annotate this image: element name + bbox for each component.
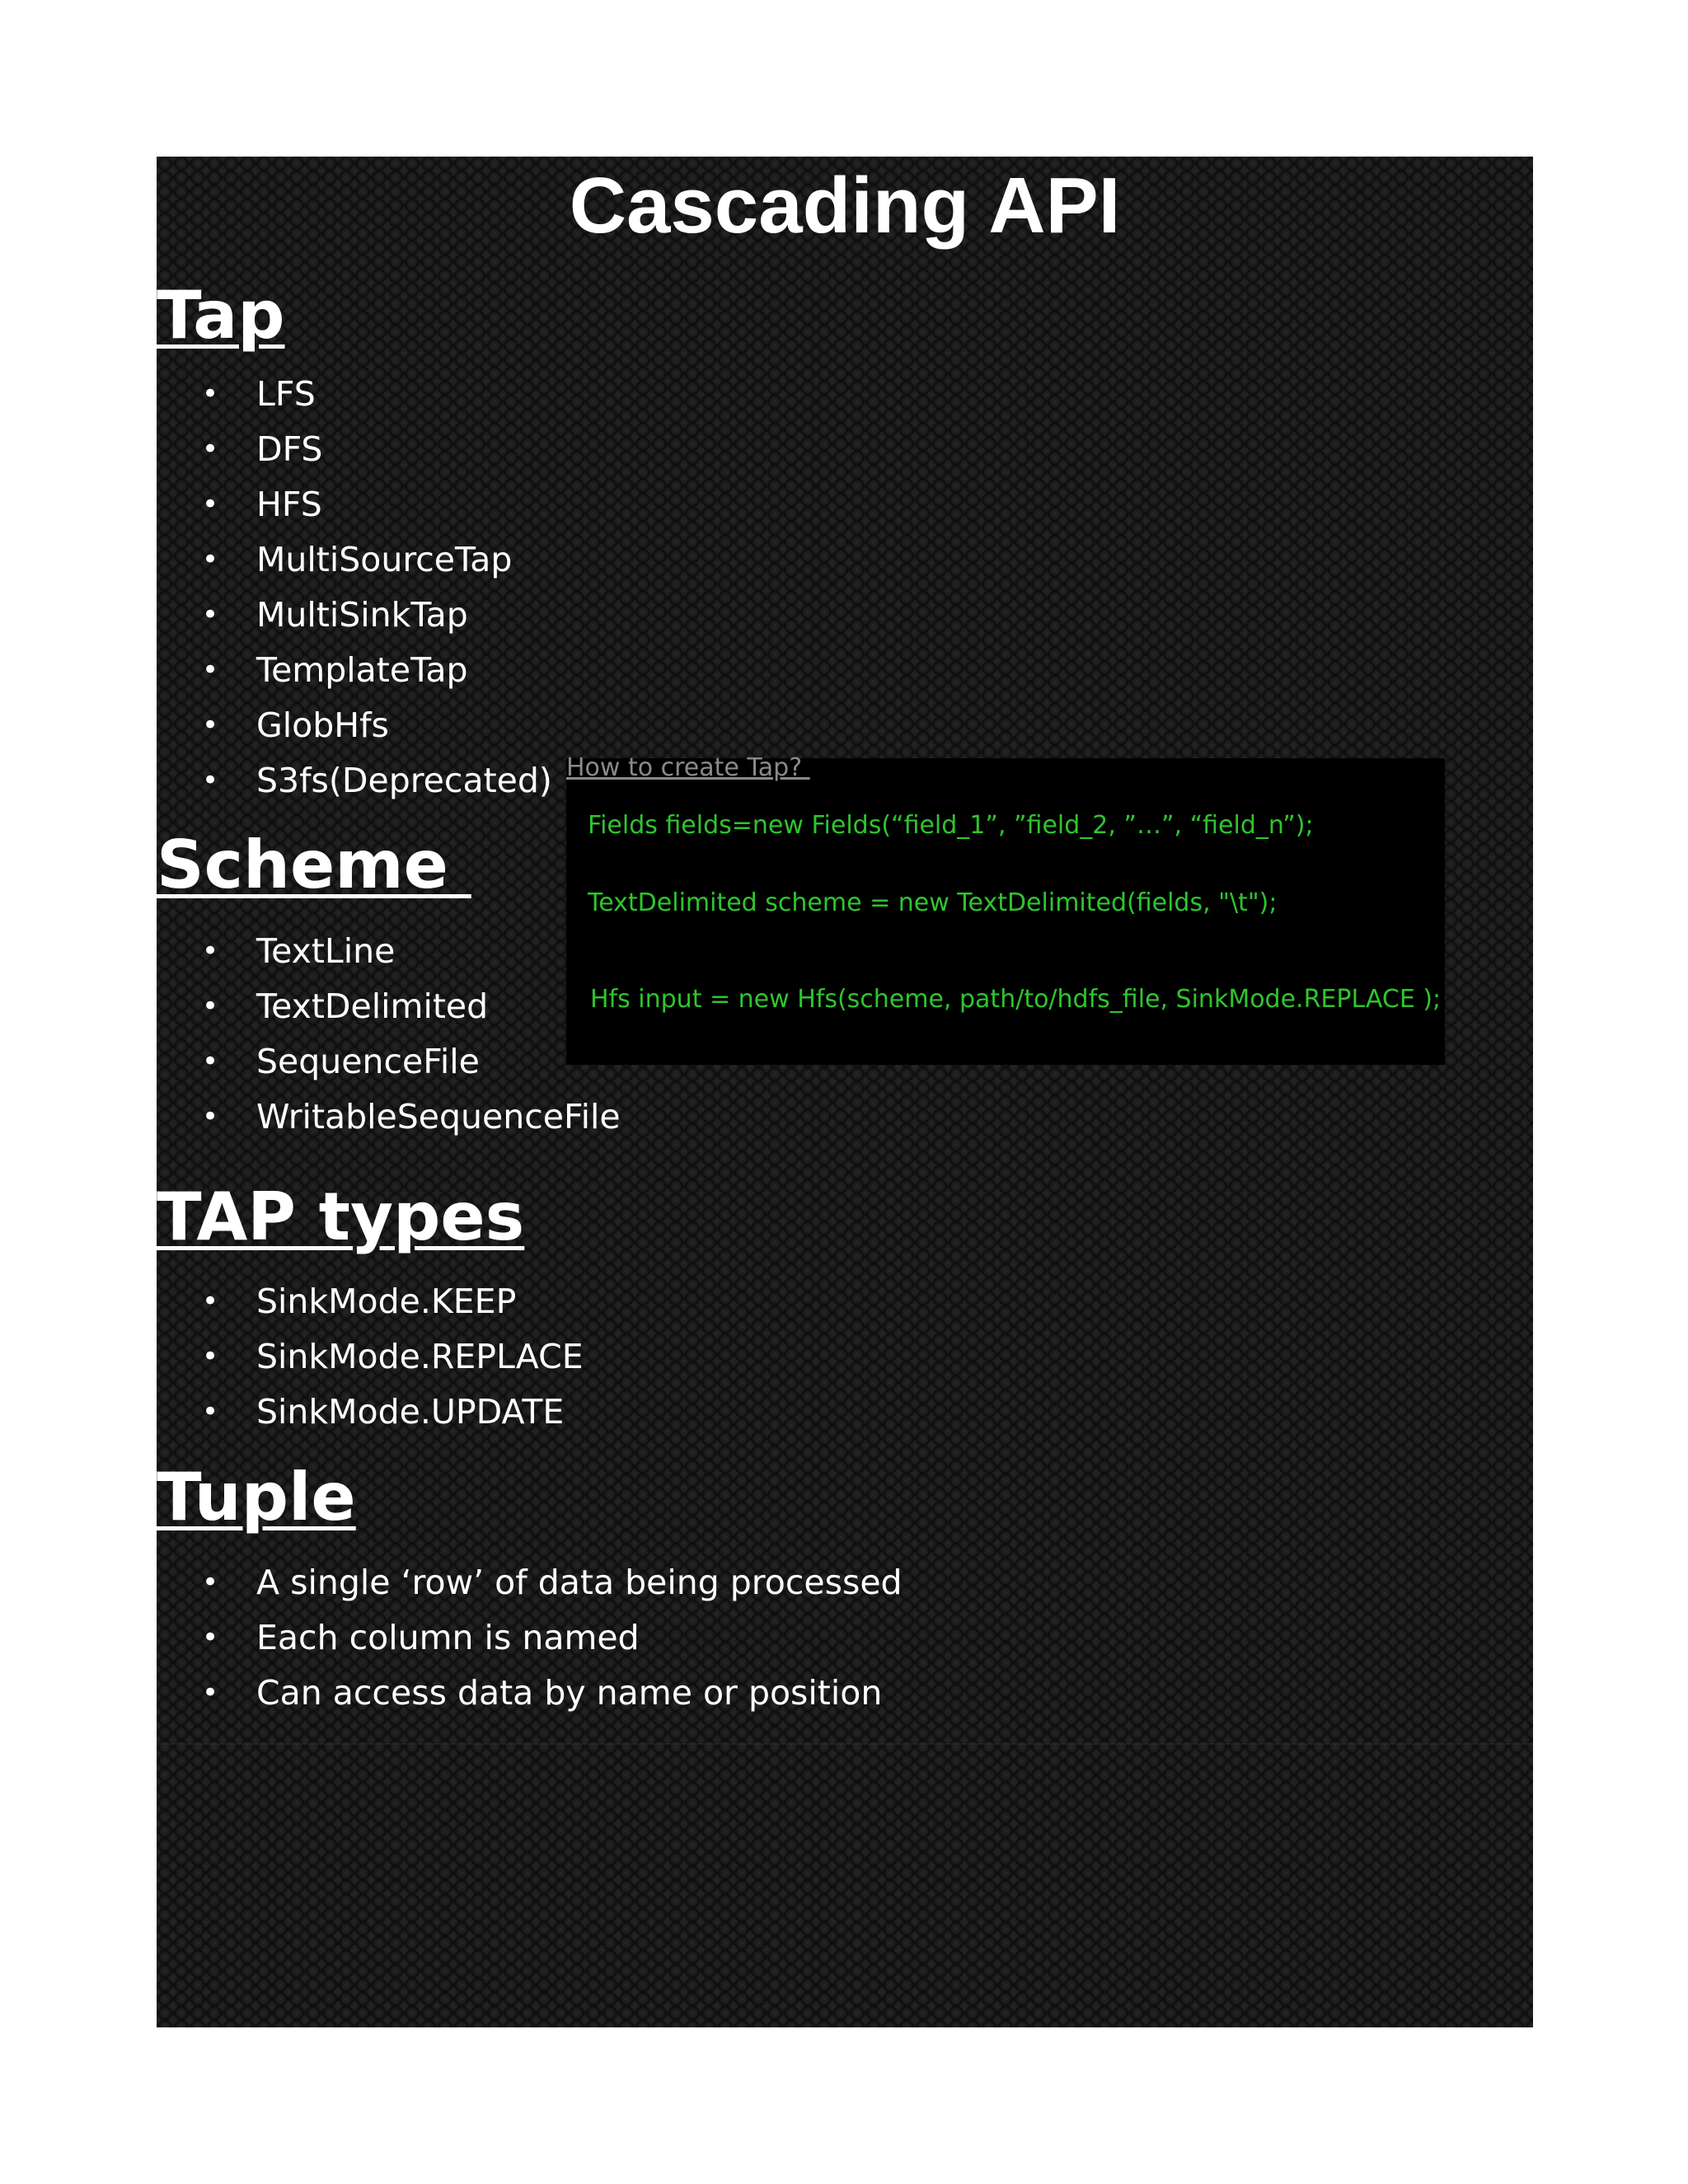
list-item (157, 1555, 903, 1610)
list-item (157, 1610, 903, 1666)
bullet-icon: • (202, 709, 219, 742)
heading-tap: Tap (157, 277, 285, 354)
scheme-list (157, 924, 621, 1145)
list-item (157, 532, 552, 588)
list-item (157, 588, 552, 643)
bullet-icon: • (202, 1395, 219, 1428)
list-item (157, 643, 552, 698)
list-item-text: A single ‘row’ of data being processed (256, 1563, 903, 1602)
heading-tuple: Tuple (157, 1459, 356, 1535)
tuple-list (157, 1555, 903, 1721)
heading-tap-types: TAP types (157, 1179, 525, 1255)
list-item-text: TextLine (256, 931, 396, 971)
list-item (157, 1034, 621, 1090)
list-item (157, 367, 552, 422)
bullet-icon: • (202, 1566, 219, 1599)
list-item-text: GlobHfs (256, 705, 389, 745)
list-item-text: SinkMode.KEEP (256, 1282, 517, 1321)
list-item-text: Can access data by name or position (256, 1673, 883, 1713)
slide (157, 157, 1533, 2027)
bullet-icon: • (202, 764, 219, 797)
code-panel (566, 758, 1445, 1065)
list-item (157, 698, 552, 753)
bullet-icon: • (202, 1621, 219, 1654)
slide-title: Cascading API (569, 162, 1121, 250)
list-item (157, 924, 621, 979)
list-item-text: Each column is named (256, 1618, 640, 1657)
code-line-hfs: Hfs input = new Hfs(scheme, path/to/hdfs_file, SinkMode.REPLACE ); (590, 985, 1442, 1014)
list-item-text: S3fs(Deprecated) (256, 761, 552, 800)
list-item-text: SinkMode.UPDATE (256, 1392, 565, 1432)
how-to-create-tap-link[interactable]: How to create Tap? (566, 753, 810, 782)
bullet-icon: • (202, 654, 219, 687)
bullet-icon: • (202, 1676, 219, 1709)
bullet-icon: • (202, 598, 219, 631)
bullet-icon: • (202, 488, 219, 521)
list-item (157, 979, 621, 1034)
code-line-scheme: TextDelimited scheme = new TextDelimited(fields, "\t"); (588, 888, 1278, 917)
bullet-icon: • (202, 1045, 219, 1078)
list-item-text: LFS (256, 374, 316, 414)
list-item-text: SequenceFile (256, 1042, 480, 1081)
list-item (157, 1385, 584, 1440)
bullet-icon: • (202, 1340, 219, 1373)
bullet-icon: • (202, 1285, 219, 1318)
list-item-text: MultiSourceTap (256, 540, 513, 579)
bullet-icon: • (202, 990, 219, 1023)
bullet-icon: • (202, 935, 219, 968)
list-item (157, 1090, 621, 1145)
list-item (157, 1666, 903, 1721)
list-item-text: WritableSequenceFile (256, 1097, 621, 1137)
list-item-text: HFS (256, 485, 322, 524)
bullet-icon: • (202, 377, 219, 410)
list-item (157, 1329, 584, 1385)
list-item-text: TemplateTap (256, 650, 468, 690)
list-item (157, 753, 552, 808)
list-item-text: TextDelimited (256, 987, 489, 1026)
divider (157, 1743, 1533, 1745)
bullet-icon: • (202, 543, 219, 576)
list-item-text: DFS (256, 429, 323, 469)
list-item (157, 1274, 584, 1329)
tap-list (157, 367, 552, 808)
list-item (157, 477, 552, 532)
bullet-icon: • (202, 1100, 219, 1133)
list-item (157, 422, 552, 477)
code-line-fields: Fields fields=new Fields(“field_1”, ”field_2, ”…”, “field_n”); (588, 811, 1314, 840)
tap-types-list (157, 1274, 584, 1440)
bullet-icon: • (202, 433, 219, 466)
list-item-text: MultiSinkTap (256, 595, 468, 635)
list-item-text: SinkMode.REPLACE (256, 1337, 584, 1376)
heading-scheme: Scheme (157, 827, 471, 903)
